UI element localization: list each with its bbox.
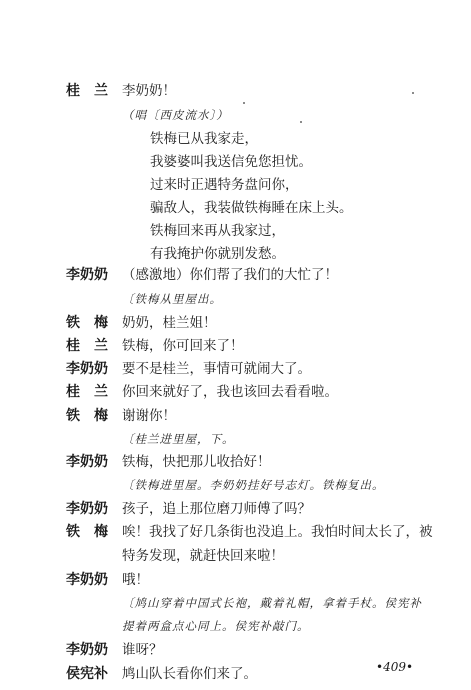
dialogue-text: 铁梅，你可回来了！ (122, 338, 244, 354)
dialogue-text: 李奶奶！ (122, 83, 176, 99)
script-line (0, 498, 471, 520)
script-line (0, 197, 471, 219)
dialogue-text: 谢谢你！ (122, 408, 176, 424)
stage-direction: 提着两盒点心同上。侯宪补敲门。 (122, 619, 310, 633)
script-line (0, 381, 471, 403)
speaker-name: 李奶奶 (66, 267, 108, 283)
dialogue-text: 特务发现，就赶快回来啦！ (122, 548, 284, 564)
script-line (0, 220, 471, 242)
script-line (0, 405, 471, 427)
script-line (0, 428, 471, 450)
script-line (0, 451, 471, 473)
dialogue-text: 有我掩护你就别发愁。 (150, 246, 285, 262)
print-speck (412, 92, 414, 94)
speaker-name: 铁 梅 (66, 524, 108, 540)
script-line (0, 288, 471, 310)
script-line (0, 569, 471, 591)
dialogue-text: 孩子，追上那位磨刀师傅了吗？ (122, 501, 311, 517)
dialogue-text: 过来时正遇特务盘问你， (150, 177, 299, 193)
script-line (0, 80, 471, 102)
speaker-name: 桂 兰 (66, 338, 108, 354)
stage-direction: 〔桂兰进里屋，下。 (122, 432, 235, 446)
script-line (0, 358, 471, 380)
script-line (0, 312, 471, 334)
dialogue-text: 铁梅回来再从我家过， (150, 223, 285, 239)
page-number: •409• (376, 660, 414, 674)
speaker-name: 侯宪补 (66, 666, 108, 682)
speaker-name: 桂 兰 (66, 384, 108, 400)
speaker-name: 李奶奶 (66, 361, 108, 377)
dialogue-text: 谁呀？ (122, 642, 163, 658)
speaker-name: 李奶奶 (66, 642, 108, 658)
stage-direction: （唱〔西皮流水〕） (122, 108, 229, 122)
stage-direction: 〔铁梅从里屋出。 (122, 292, 222, 306)
script-line (0, 128, 471, 150)
dialogue-text: 铁梅，快把那儿收拾好！ (122, 454, 271, 470)
dialogue-text: （感激地）你们帮了我们的大忙了！ (122, 267, 338, 283)
script-line (0, 243, 471, 265)
script-line (0, 151, 471, 173)
script-line (0, 521, 471, 543)
script-line (0, 474, 471, 496)
speaker-name: 铁 梅 (66, 408, 108, 424)
dialogue-text: 铁梅已从我家走， (150, 131, 258, 147)
stage-direction: 〔鸠山穿着中国式长袍，戴着礼帽，拿着手杖。侯宪补 (122, 596, 422, 610)
dialogue-text: 我婆婆叫我送信免您担忧。 (150, 154, 312, 170)
dialogue-text: 唉！我找了好几条街也没追上。我怕时间太长了，被 (122, 524, 433, 540)
dialogue-text: 奶奶，桂兰姐！ (122, 315, 217, 331)
speaker-name: 李奶奶 (66, 572, 108, 588)
script-line (0, 174, 471, 196)
stage-direction: 〔铁梅进里屋。李奶奶挂好号志灯。铁梅复出。 (122, 478, 385, 492)
dialogue-text: 你回来就好了，我也该回去看看啦。 (122, 384, 338, 400)
script-line (0, 104, 471, 126)
print-speck (300, 121, 302, 123)
dialogue-text: 鸠山队长看你们来了。 (122, 666, 257, 682)
print-speck (243, 102, 245, 104)
speaker-name: 李奶奶 (66, 501, 108, 517)
dialogue-text: 要不是桂兰，事情可就闹大了。 (122, 361, 311, 377)
script-line (0, 639, 471, 661)
speaker-name: 桂 兰 (66, 83, 108, 99)
speaker-name: 李奶奶 (66, 454, 108, 470)
script-line (0, 545, 471, 567)
script-line (0, 592, 471, 614)
script-line (0, 264, 471, 286)
speaker-name: 铁 梅 (66, 315, 108, 331)
dialogue-text: 骗敌人，我装做铁梅睡在床上头。 (150, 200, 353, 216)
dialogue-text: 哦！ (122, 572, 149, 588)
script-line (0, 615, 471, 637)
script-line (0, 335, 471, 357)
